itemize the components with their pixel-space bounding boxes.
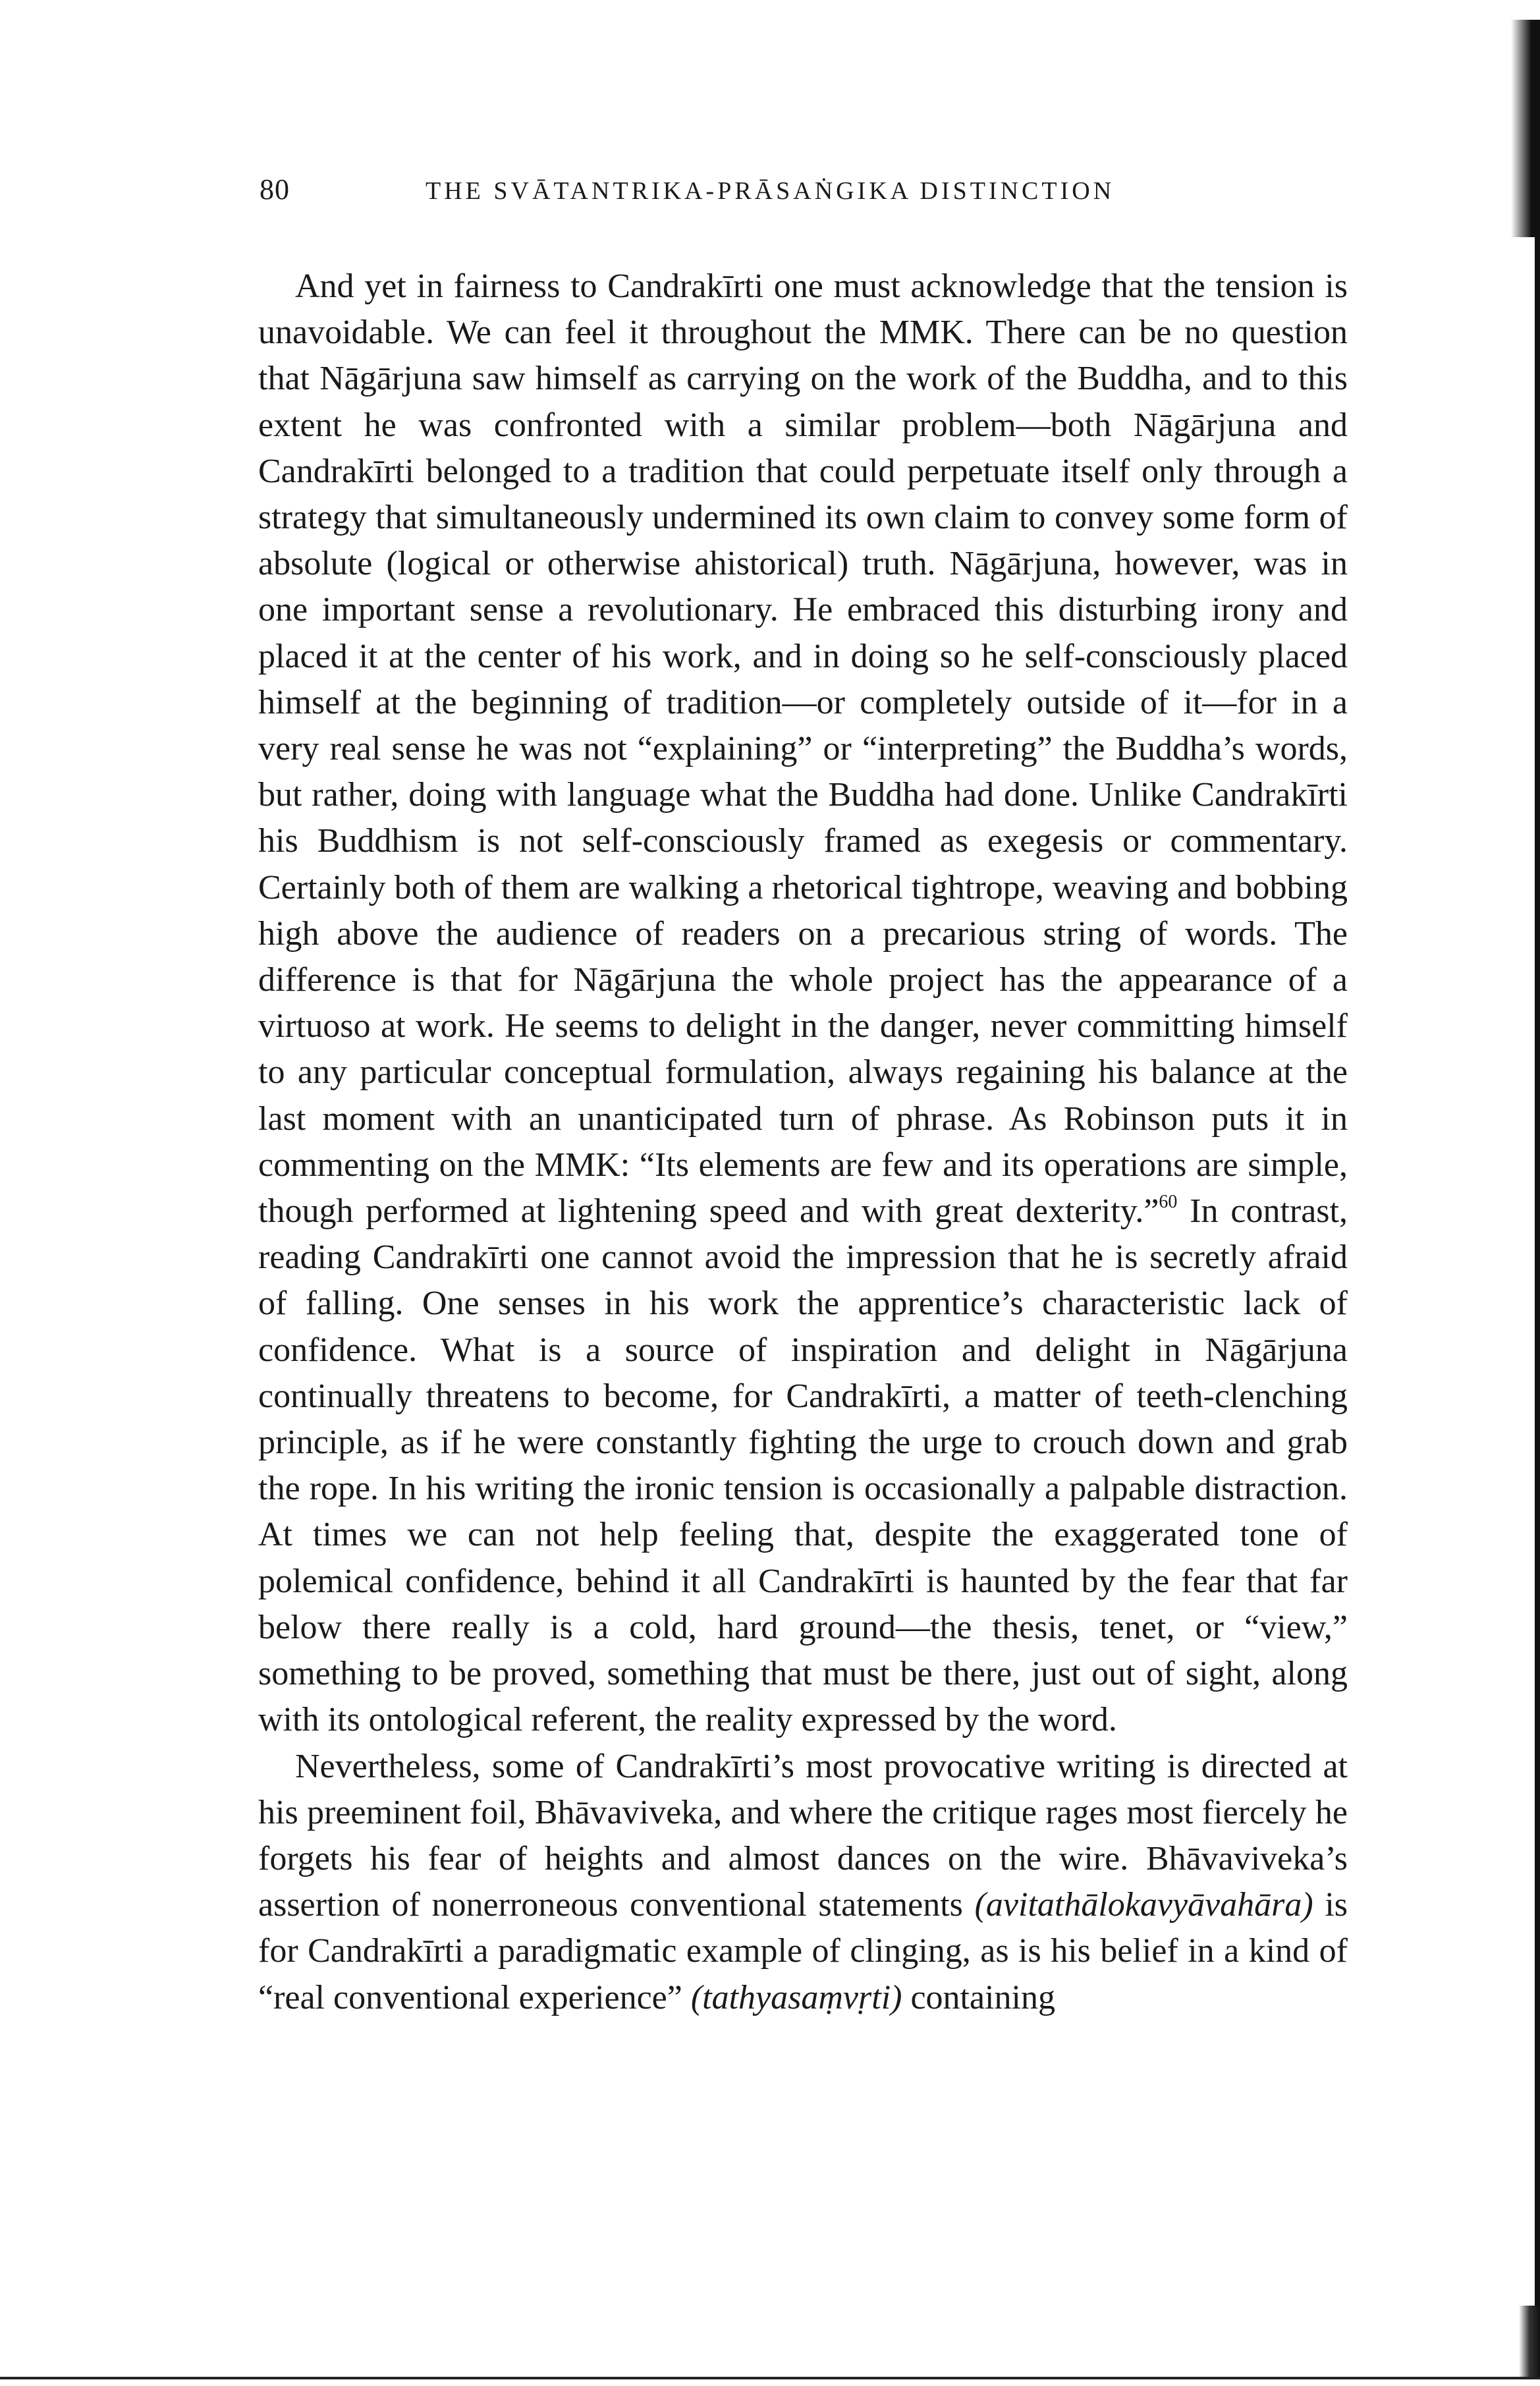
paragraph-1-text: And yet in fairness to Candrakīrti one must acknowledge that the tension is unavoidable. We can feel it throughout the MMK. There can be no question that Nāgārjuna saw himself as carrying on the work of the Buddha, and to this extent he was confronted with a similar problem—both Nāgārjuna and Candrakīrti belonged to a tradition that could perpetuate itself only through a strategy that simultaneously undermined its own claim to convey some form of absolute (logical or otherwise ahistorical) truth. Nāgārjuna, however, was in one important sense a revolutionary. He embraced this disturbing irony and placed it at the center of his work, and in doing so he self-consciously placed himself at the beginning of tradition—or completely outside of it—for in a very real sense he was not “explaining” or “interpreting” the Buddha’s words, but rather, doing with language what the Buddha had done. Unlike Candrakīrti his Buddhism is not self-consciously framed as exegesis or commentary. Certainly both of them are walking a rhetorical tightrope, weaving and bobbing high above the audience of readers on a precarious string of words. The difference is that for Nāgārjuna the whole project has the appearance of a virtuoso at work. He seems to delight in the danger, never committing himself to any particular conceptual formulation, always regaining his balance at the last moment with an unanticipated turn of phrase. As Robinson puts it in commenting on the MMK: “Its elements are few and its operations are simple, though performed at lightening speed and with great dexterity.” bbox=[258, 267, 1348, 1231]
paragraph-2-text-c: containing bbox=[902, 1978, 1055, 2016]
sanskrit-term-tathyasamvrti: (tathyasaṃvṛti) bbox=[690, 1978, 902, 2016]
running-head: THE SVĀTANTRIKA-PRĀSAṄGIKA DISTINCTION bbox=[426, 177, 1115, 205]
scan-edge-bottom-shadow bbox=[1519, 2306, 1540, 2378]
paragraph-2-text-a: Nevertheless, some of Candrakīrti’s most provocative writing is directed at his preeminent foil, Bhāvaviveka, and where the critique rages most fiercely he forgets his fear of heights and almost dances on the wire. Bhāvaviveka’s assertion of nonerroneous conventional statements bbox=[258, 1747, 1348, 1924]
page-number: 80 bbox=[260, 173, 290, 206]
scan-bottom-edge bbox=[0, 2377, 1540, 2379]
paragraph-1-continuation: In contrast, reading Candrakīrti one cannot avoid the impression that he is secretly afraid of falling. One senses in his work the apprentice’s characteristic lack of confidence. What is a source of inspiration and delight in Nāgārjuna continually threatens to become, for Candrakīrti, a matter of teeth-clenching principle, as if he were constantly fighting the urge to crouch down and grab the rope. In his writing the ironic tension is occasionally a palpable distraction. At times we can not help feeling that, despite the exaggerated tone of polemical confidence, behind it all Candrakīrti is haunted by the fear that far below there really is a cold, hard ground—the thesis, tenet, or “view,” something to be proved, something that must be there, just out of sight, along with its ontological referent, the reality expressed by the word. bbox=[258, 1192, 1348, 1739]
paragraph-2-text-b: is for Candrakīrti a paradigmatic example of clinging, as is his belief in a kind of “real conventional experience” bbox=[258, 1886, 1348, 2016]
scan-binding-edge bbox=[1508, 20, 1540, 2378]
sanskrit-term-avitathaloka: (avitathālokavyāvahāra) bbox=[974, 1886, 1313, 1924]
footnote-marker[interactable]: 60 bbox=[1159, 1192, 1178, 1213]
body-text bbox=[258, 264, 1348, 2021]
paragraph-2 bbox=[258, 1744, 1348, 2021]
scan-edge-line bbox=[1535, 20, 1540, 2378]
paragraph-1 bbox=[258, 264, 1348, 1744]
scan-edge-top-shadow bbox=[1511, 20, 1540, 237]
